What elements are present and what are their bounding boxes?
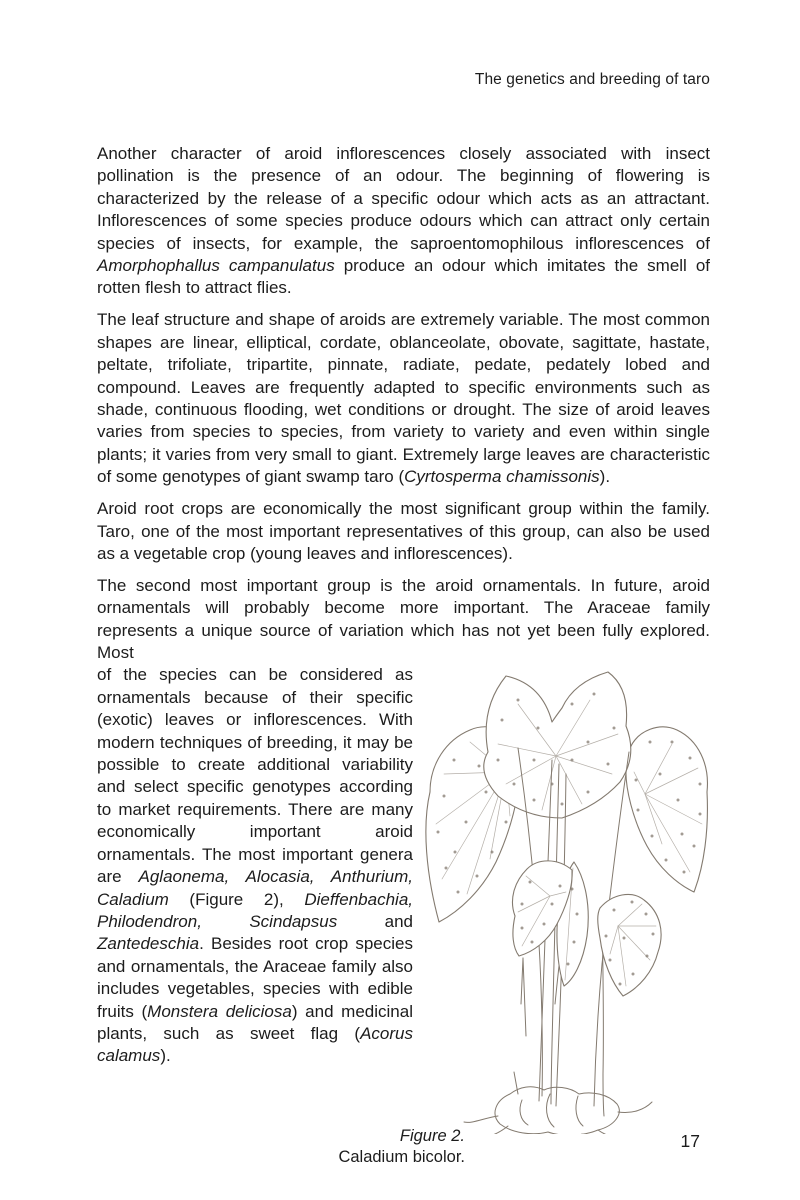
text-figure-row	[97, 664, 710, 1168]
page-number: 17	[680, 1131, 700, 1151]
figure-caption-subject: Caladium bicolor.	[338, 1148, 465, 1167]
figure-caption-label: Figure 2.	[399, 1126, 465, 1145]
page-body	[97, 143, 710, 1169]
paragraph-leaf-structure: The leaf structure and shape of aroids are extremely variable. The most common shapes are linear, elliptical, cordate, oblanceolate, obovate, sagittate, hastate, peltate, trifoliate, tripartite, pinnate, radiate, pedate, pedately lobed and compound. Leaves are frequently adapted to specific environments such as shade, continuous flooding, wet conditions or drought. The size of aroid leaves varies from species to species, from variety to variety and even within single plants; it varies from very small to giant. Extremely large leaves are characteristic of some genotypes of giant swamp taro (Cyrtosperma chamissonis).	[97, 310, 710, 487]
paragraph-root-crops: Aroid root crops are economically the most significant group within the family. Taro, one of the most important representatives of this group, can also be used as a vegetable crop (young leaves and inflorescences).	[97, 499, 710, 563]
running-title: The genetics and breeding of taro	[474, 71, 710, 88]
running-header	[97, 71, 710, 89]
paragraph-ornamentals-wrap: of the species can be considered as ornamentals because of their specific (exotic) leaves or inflorescences. With modern techniques of breeding, it may be possible to create additional variability and select specific genotypes according to market requirements. There are many economically important aroid ornamentals. The most important genera are Aglaonema, Alocasia, Anthurium, Caladium (Figure 2), Dieffenbachia, Philodendron, Scindapsus and Zantedeschia. Besides root crop species and ornamentals, the Araceae family also includes vegetables, species with edible fruits (Monstera deliciosa) and medicinal plants, such as sweet flag (Acorus calamus).	[97, 665, 413, 1066]
figure-caption	[97, 1126, 465, 1169]
wrap-column	[97, 664, 465, 1168]
paragraph-ornamentals-intro: The second most important group is the aroid ornamentals. In future, aroid ornamentals will probably become more important. The Araceae family represents a unique source of variation which has not yet been fully explored. Most	[97, 575, 710, 663]
caladium-plant-illustration	[422, 664, 712, 1134]
paragraph-odour: Another character of aroid inflorescences closely associated with insect pollination is the presence of an odour. The beginning of flowering is characterized by the release of a specific odour which acts as an attractant. Inflorescences of some species produce odours which can attract only certain species of insects, for example, the saproentomophilous inflorescences of Amorphophallus campanulatus produce an odour which imitates the smell of rotten flesh to attract flies.	[97, 144, 711, 298]
figure-2	[413, 664, 712, 1140]
